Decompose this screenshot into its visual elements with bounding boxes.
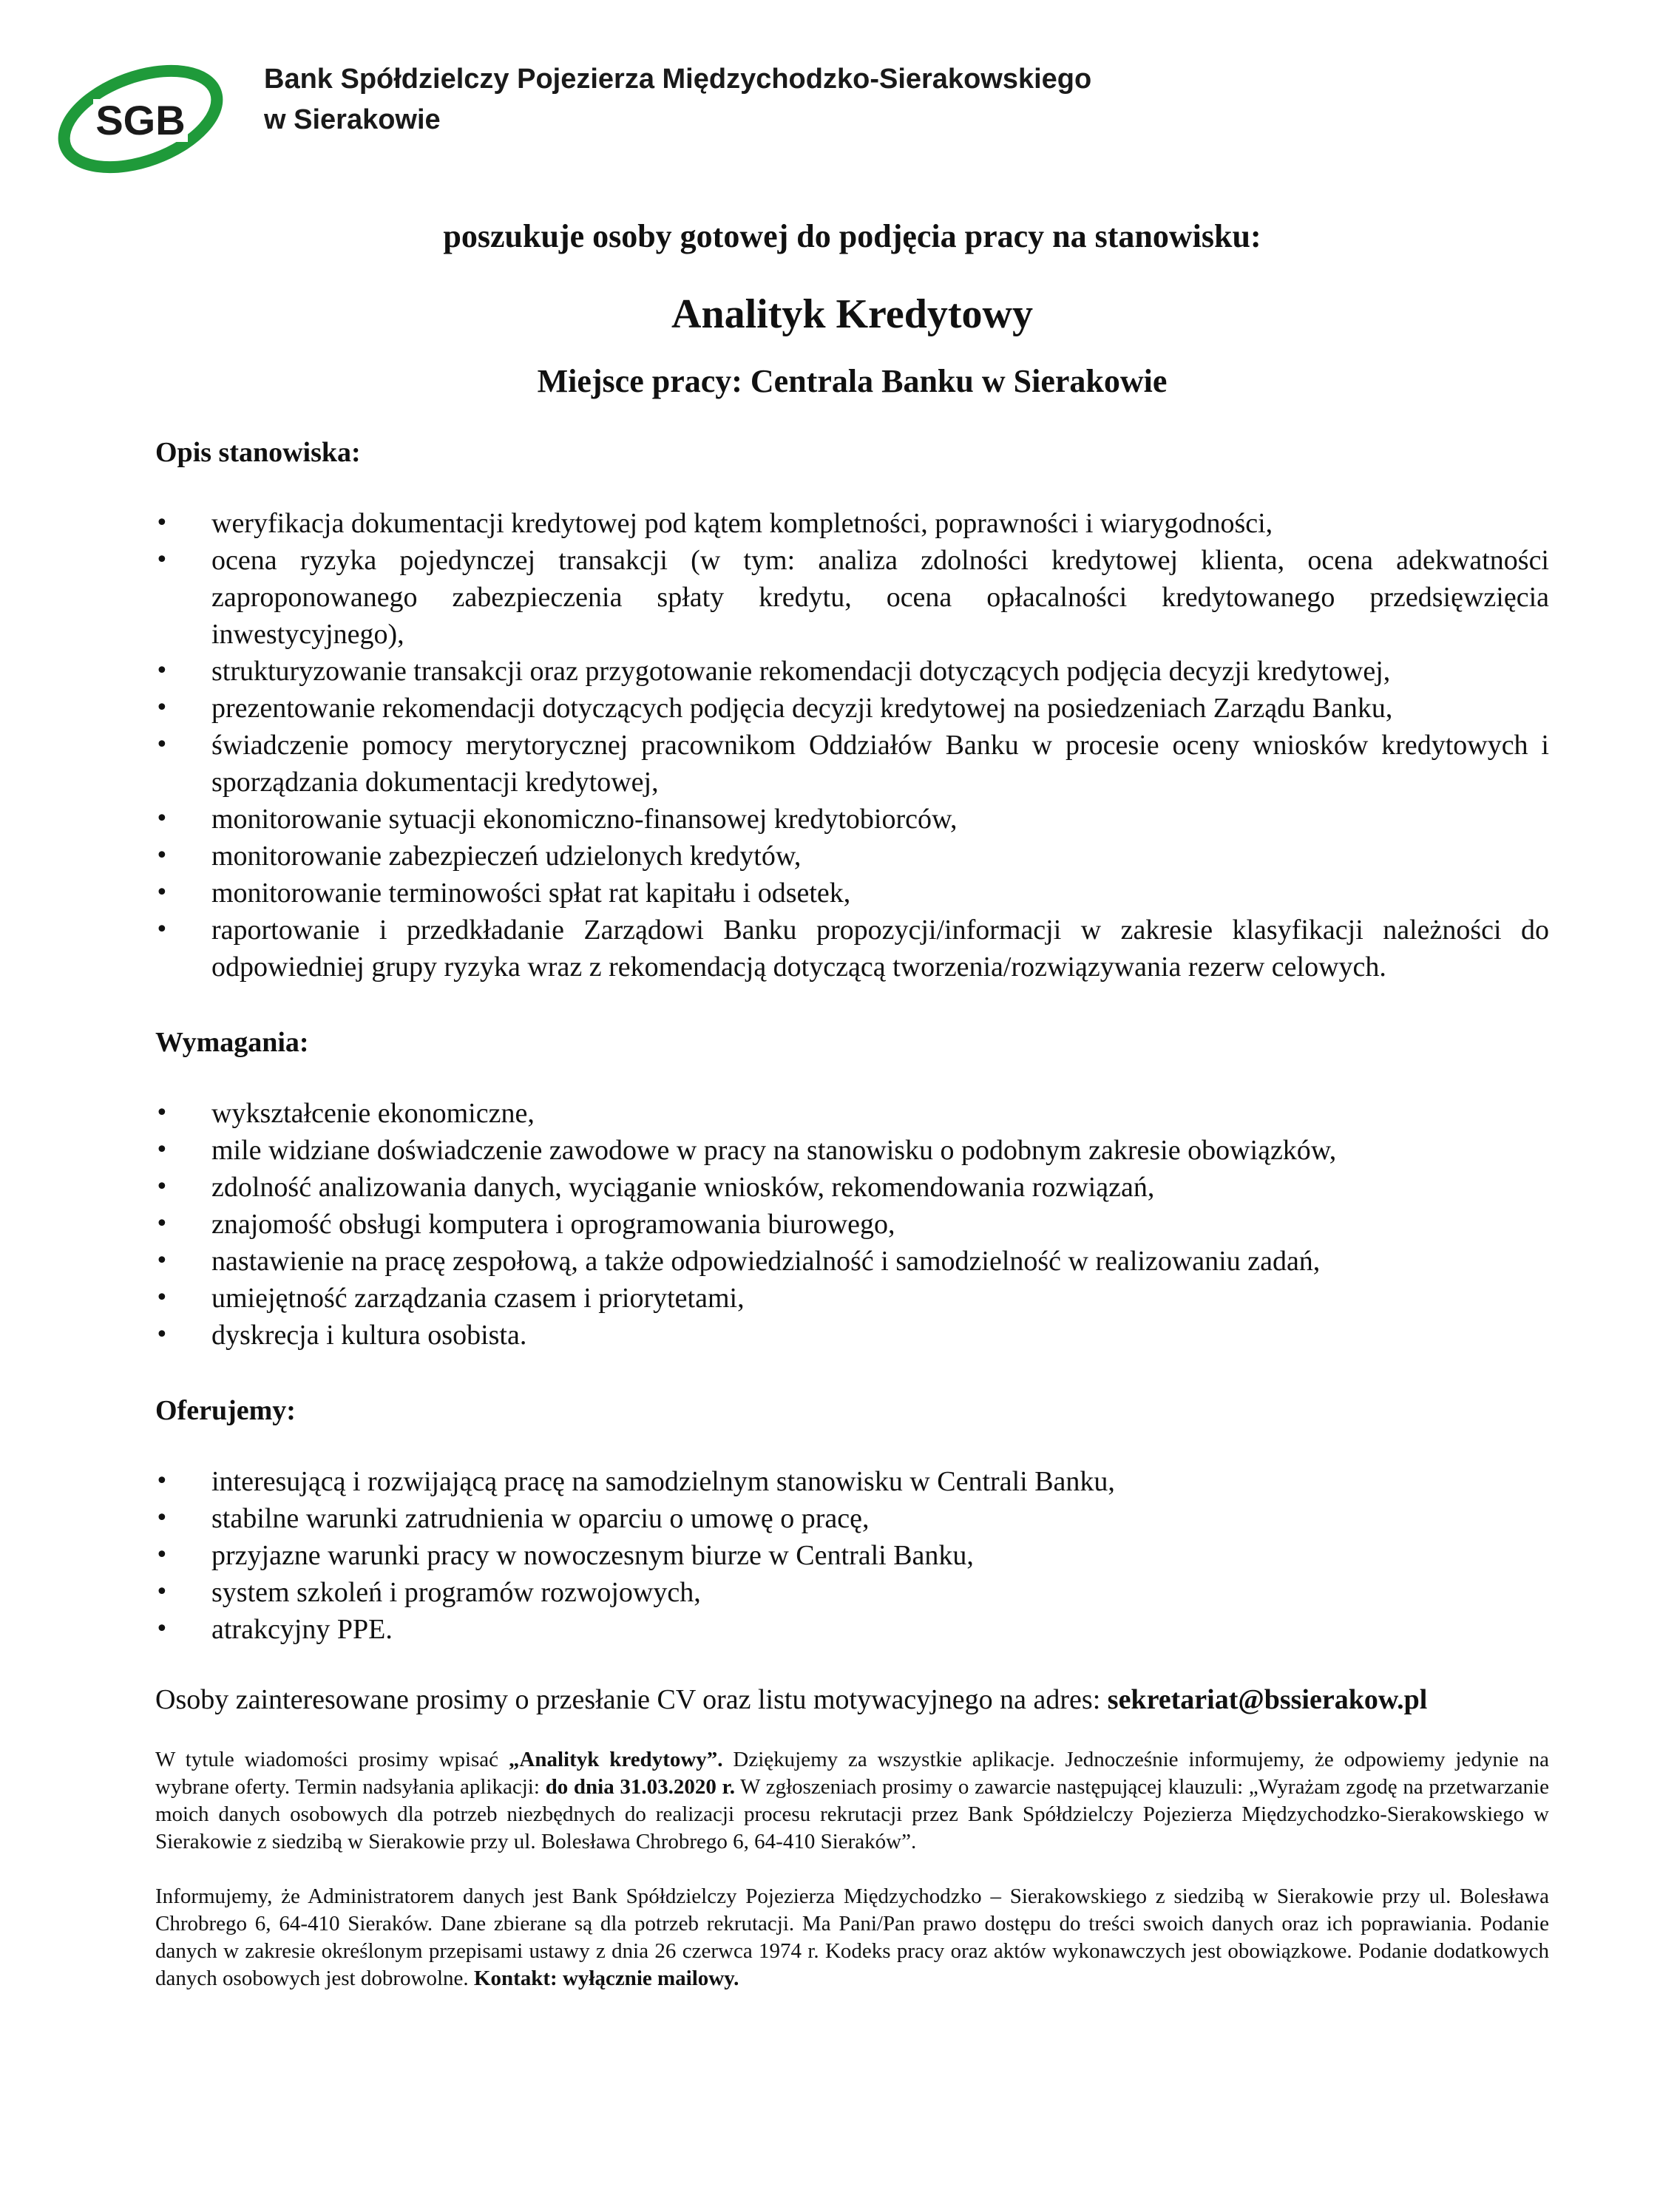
logo-text: SGB	[95, 97, 186, 143]
list-item: • znajomość obsługi komputera i oprogramowania biurowego,	[155, 1206, 1549, 1243]
list-item: • przyjazne warunki pracy w nowoczesnym biurze w Centrali Banku,	[155, 1537, 1549, 1574]
wymagania-list	[155, 1095, 1549, 1354]
section-heading-opis: Opis stanowiska:	[155, 437, 361, 468]
contact-text: Osoby zainteresowane prosimy o przesłanie CV oraz listu motywacyjnego na adres:	[155, 1684, 1108, 1715]
list-item: • monitorowanie terminowości spłat rat kapitału i odsetek,	[155, 875, 1549, 912]
list-item: • system szkoleń i programów rozwojowych,	[155, 1574, 1549, 1611]
bank-name-line-1: Bank Spółdzielczy Pojezierza Międzychodzko-Sierakowskiego	[264, 64, 1092, 95]
notice-text-a: W tytule wiadomości prosimy wpisać	[155, 1748, 509, 1771]
gdpr-notice	[155, 1883, 1549, 1992]
application-notice	[155, 1746, 1549, 1856]
list-item: • stabilne warunki zatrudnienia w oparciu o umowę o pracę,	[155, 1500, 1549, 1537]
list-item: • zdolność analizowania danych, wyciąganie wniosków, rekomendowania rozwiązań,	[155, 1169, 1549, 1206]
list-item: • raportowanie i przedkładanie Zarządowi Banku propozycji/informacji w zakresie klasyfikacji należności do odpowiedniej grupy ryzyka wraz z rekomendacją dotyczącą tworzenia/rozwiązywania rezerw celowych.	[155, 912, 1549, 985]
section-heading-oferujemy: Oferujemy:	[155, 1395, 296, 1426]
list-item: • wykształcenie ekonomiczne,	[155, 1095, 1549, 1132]
list-item: • monitorowanie zabezpieczeń udzielonych kredytów,	[155, 838, 1549, 875]
list-item: • prezentowanie rekomendacji dotyczących podjęcia decyzji kredytowej na posiedzeniach Zarządu Banku,	[155, 690, 1549, 727]
list-item: • strukturyzowanie transakcji oraz przygotowanie rekomendacji dotyczących podjęcia decyzji kredytowej,	[155, 653, 1549, 690]
list-item: • świadczenie pomocy merytorycznej pracownikom Oddziałów Banku w procesie oceny wniosków kredytowych i sporządzania dokumentacji kredytowej,	[155, 727, 1549, 801]
notice-text-c: W zgłoszeniach prosimy o zawarcie następującej klauzuli: „Wyrażam zgodę na przetwarzanie moich danych osobowych dla potrzeb niezbędnych do realizacji procesu rekrutacji przez Bank Spółdzielczy Pojezierza Międzychodzko-Sierakowskiego w Sierakowie z siedzibą w Sierakowie przy ul. Bolesława Chrobrego 6, 64-410 Sieraków”.	[155, 1775, 1549, 1853]
sgb-logo	[52, 61, 229, 177]
list-item: • monitorowanie sytuacji ekonomiczno-finansowej kredytobiorców,	[155, 801, 1549, 838]
list-item: • umiejętność zarządzania czasem i priorytetami,	[155, 1280, 1549, 1317]
list-item: • interesującą i rozwijającą pracę na samodzielnym stanowisku w Centrali Banku,	[155, 1463, 1549, 1500]
bank-name-line-2: w Sierakowie	[264, 104, 441, 135]
notice-deadline: do dnia 31.03.2020 r.	[545, 1775, 736, 1799]
opis-list	[155, 505, 1549, 985]
notice-text-b: Dziękujemy za wszystkie aplikacje. Jednocześnie informujemy, że odpowiemy jedynie na wybrane oferty. Termin nadsyłania aplikacji:	[155, 1748, 1549, 1799]
notice-title-subject: „Analityk kredytowy”.	[508, 1748, 723, 1771]
list-item: • dyskrecja i kultura osobista.	[155, 1317, 1549, 1354]
section-heading-wymagania: Wymagania:	[155, 1027, 309, 1058]
list-item: • mile widziane doświadczenie zawodowe w pracy na stanowisku o podobnym zakresie obowiązków,	[155, 1132, 1549, 1169]
list-item: • weryfikacja dokumentacji kredytowej pod kątem kompletności, poprawności i wiarygodności,	[155, 505, 1549, 542]
contact-line	[155, 1681, 1549, 1718]
bank-name	[264, 59, 1091, 140]
oferujemy-list	[155, 1463, 1549, 1648]
list-item: • nastawienie na pracę zespołową, a także odpowiedzialność i samodzielność w realizowaniu zadań,	[155, 1243, 1549, 1280]
job-title: Analityk Kredytowy	[671, 291, 1033, 337]
intro-text: poszukuje osoby gotowej do podjęcia pracy na stanowisku:	[443, 218, 1261, 254]
contact-email-link[interactable]: sekretariat@bssierakow.pl	[1107, 1684, 1428, 1715]
gdpr-text: Informujemy, że Administratorem danych jest Bank Spółdzielczy Pojezierza Międzychodzko – Sierakowskiego z siedzibą w Sierakowie przy ul. Bolesława Chrobrego 6, 64-410 Sieraków. Dane zbierane są dla potrzeb rekrutacji. Ma Pani/Pan prawo dostępu do treści swoich danych oraz ich poprawiania. Podanie danych w zakresie określonym przepisami ustawy z dnia 26 czerwca 1974 r. Kodeks pracy oraz aktów wykonawczych jest obowiązkowe. Podanie dodatkowych danych osobowych jest dobrowolne.	[155, 1884, 1549, 1990]
list-item: • ocena ryzyka pojedynczej transakcji (w tym: analiza zdolności kredytowej klienta, ocena adekwatności zaproponowanego zabezpieczenia spłaty kredytu, ocena opłacalności kredytowanego przedsięwzięcia inwestycyjnego),	[155, 542, 1549, 653]
list-item: • atrakcyjny PPE.	[155, 1611, 1549, 1648]
document-body	[155, 211, 1549, 1992]
gdpr-contact: Kontakt: wyłącznie mailowy.	[473, 1967, 739, 1990]
header	[0, 0, 1677, 192]
work-location: Miejsce pracy: Centrala Banku w Sierakowie	[537, 363, 1168, 399]
